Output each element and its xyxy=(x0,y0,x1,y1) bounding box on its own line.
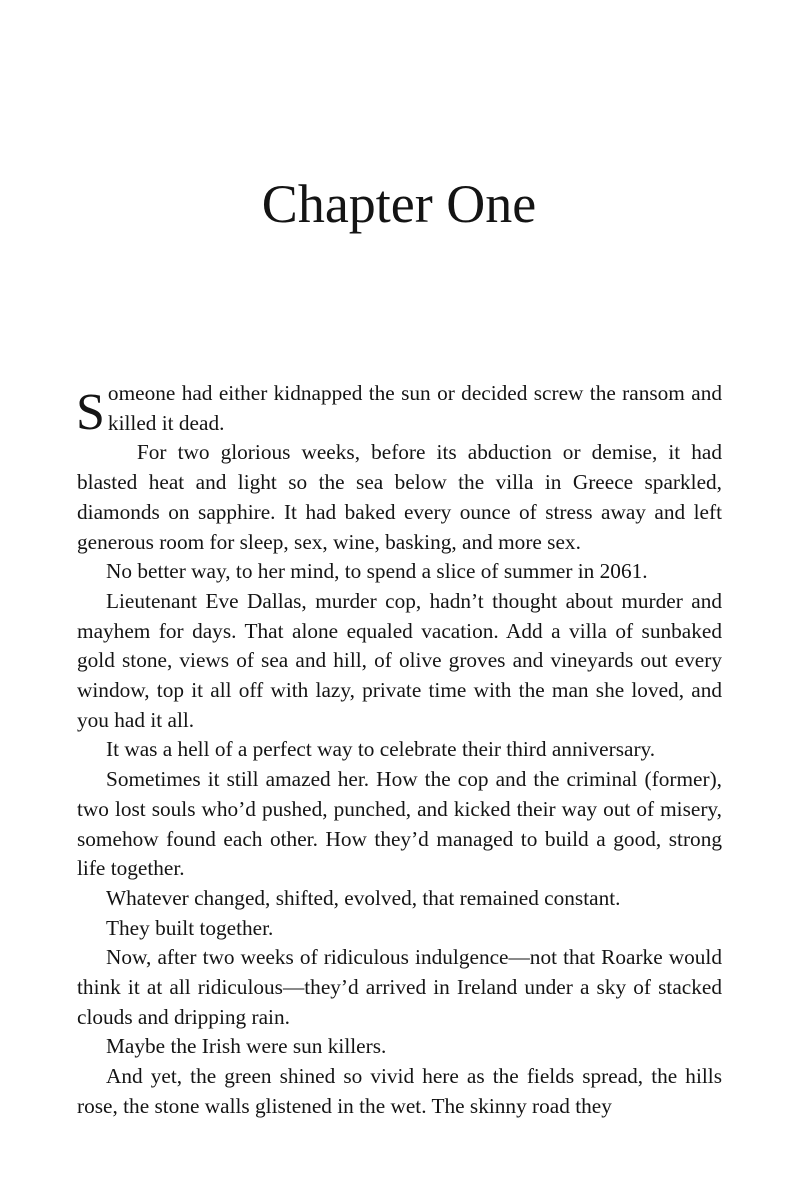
chapter-body xyxy=(77,379,722,1122)
paragraph-1 xyxy=(76,379,722,441)
paragraph-10: Maybe the Irish were sun killers. xyxy=(106,1034,387,1059)
paragraph-1-text: omeone had either kidnapped the sun or decided screw the ransom and killed it dead. xyxy=(107,381,722,435)
paragraph-11: And yet, the green shined so vivid here as the fields spread, the hills rose, the stone walls glistened in the wet. The skinny road they xyxy=(77,1064,722,1118)
paragraph-3: No better way, to her mind, to spend a slice of summer in 2061. xyxy=(106,559,648,584)
paragraph-2: For two glorious weeks, before its abduction or demise, it had blasted heat and light so the sea below the villa in Greece sparkled, diamonds on sapphire. It had baked every ounce of stress away and left generous room for sleep, sex, wine, basking, and more sex. xyxy=(77,440,722,554)
chapter-title: Chapter One xyxy=(261,174,537,234)
paragraph-4: Lieutenant Eve Dallas, murder cop, hadn’t thought about murder and mayhem for days. That alone equaled vacation. Add a villa of sunbaked gold stone, views of sea and hill, of olive groves and vineyards out every window, top it all off with lazy, private time with the man she loved, and you had it all. xyxy=(77,588,722,732)
paragraph-8: They built together. xyxy=(106,915,274,940)
paragraph-9: Now, after two weeks of ridiculous indulgence—not that Roarke would think it at all ridiculous—they’d arrived in Ireland under a sky of stacked clouds and dripping rain. xyxy=(77,945,722,1029)
paragraph-7: Whatever changed, shifted, evolved, that remained constant. xyxy=(106,885,621,910)
paragraph-5: It was a hell of a perfect way to celebrate their third anniversary. xyxy=(106,737,656,762)
drop-cap: S xyxy=(76,384,105,441)
paragraph-6: Sometimes it still amazed her. How the cop and the criminal (former), two lost souls who’d pushed, punched, and kicked their way out of misery, somehow found each other. How they’d managed to build a good, strong life together. xyxy=(77,767,722,881)
